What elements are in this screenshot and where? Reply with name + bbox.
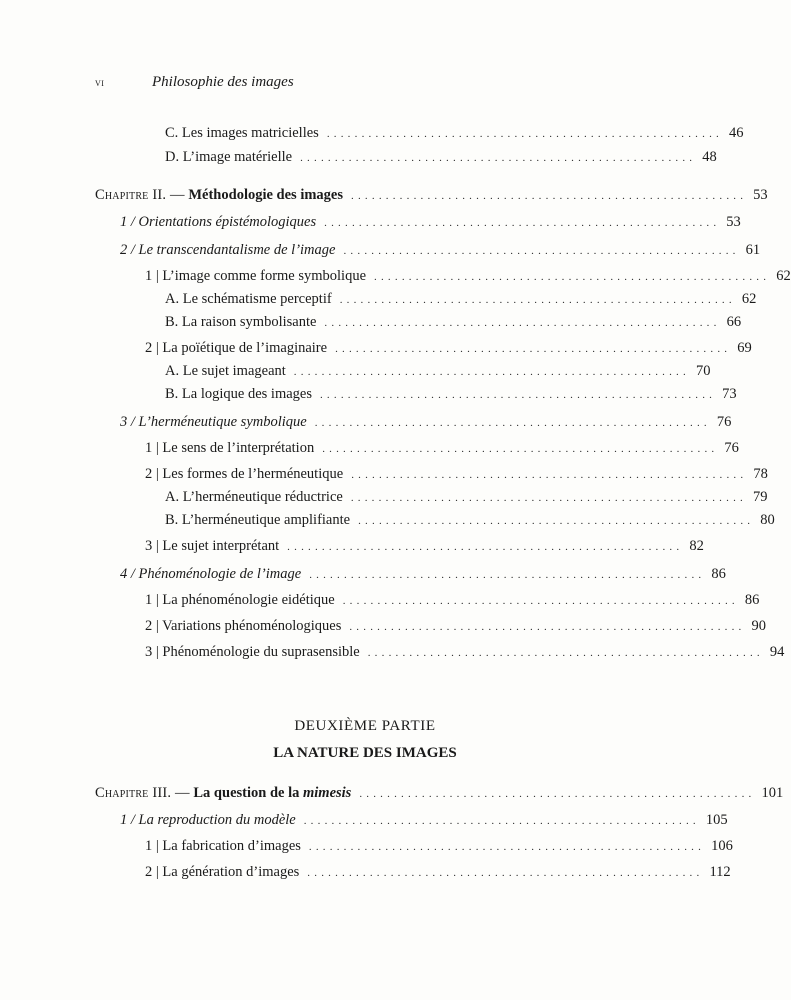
toc-entry — [165, 384, 737, 404]
toc-entry — [165, 487, 768, 507]
toc-entry-label: A. Le schématisme perceptif — [165, 291, 332, 307]
toc-leader: ......................................................... — [358, 515, 755, 527]
toc-section-entry — [120, 240, 761, 260]
toc-leader: ......................................................... — [343, 245, 740, 257]
toc-entry-page: 46 — [728, 125, 744, 141]
toc-entry-page: 62 — [776, 268, 791, 284]
chapter-title: La question de la — [193, 785, 300, 801]
toc-entry-label: A. Le sujet imageant — [165, 363, 286, 379]
toc-entry-page: 78 — [753, 466, 768, 482]
toc-leader: ......................................................... — [367, 647, 764, 659]
toc-entry-label: 1 / Orientations épistémologiques — [120, 214, 317, 230]
toc-leader: ......................................................... — [308, 841, 706, 853]
toc-section-entry — [120, 212, 741, 232]
toc-entry-label: 3 | Phénoménologie du suprasensible — [145, 644, 360, 660]
toc-entry-page: 66 — [726, 314, 742, 330]
toc-entry — [145, 616, 767, 636]
toc-entry — [145, 836, 733, 856]
toc-entry-page: 86 — [744, 592, 760, 608]
toc-entry — [165, 312, 742, 332]
toc-entry-page: 80 — [760, 512, 775, 528]
page-folio: vi — [95, 77, 105, 89]
toc-entry-label: B. L’herméneutique amplifiante — [165, 512, 351, 528]
toc-leader: ......................................................... — [374, 271, 771, 283]
toc-entry-page: 62 — [741, 291, 757, 307]
part-title: LA NATURE DES IMAGES — [273, 745, 457, 761]
toc-entry-page: 79 — [752, 489, 768, 505]
toc-entry-label: 2 | Variations phénoménologiques — [145, 618, 342, 634]
chapter-entry — [95, 185, 768, 205]
running-title: Philosophie des images — [152, 74, 294, 90]
toc-entry — [145, 536, 704, 556]
toc-entry-page: 48 — [702, 149, 717, 165]
toc-entry-label: 1 | La phénoménologie eidétique — [145, 592, 335, 608]
toc-entry-page: 70 — [695, 363, 711, 379]
chapter-label: Chapitre III. — — [95, 785, 190, 801]
toc-leader: ......................................................... — [303, 815, 700, 827]
toc-entry — [145, 266, 791, 286]
toc-entry-label: B. La raison symbolisante — [165, 314, 317, 330]
toc-entry-label: 4 / Phénoménologie de l’image — [120, 566, 302, 582]
toc-leader: ......................................................... — [349, 621, 746, 633]
toc-leader: ......................................................... — [300, 152, 697, 164]
toc-entry-label: A. L’herméneutique réductrice — [165, 489, 343, 505]
toc-leader: ......................................................... — [322, 443, 719, 455]
toc-section-entry — [120, 810, 728, 830]
chapter-label: Chapitre II. — — [95, 187, 185, 203]
toc-section-entry — [120, 564, 726, 584]
toc-leader: ......................................................... — [342, 595, 739, 607]
toc-entry-page: 112 — [709, 864, 731, 880]
chapter-entry — [95, 783, 784, 803]
toc-leader: ......................................................... — [359, 788, 756, 800]
toc-leader: ......................................................... — [339, 294, 736, 306]
toc-entry-label: 2 | Les formes de l’herméneutique — [145, 466, 344, 482]
toc-entry-page: 76 — [716, 414, 732, 430]
toc-entry — [165, 123, 744, 143]
toc-leader: ......................................................... — [335, 343, 732, 355]
toc-entry — [145, 590, 760, 610]
toc-entry — [165, 510, 775, 530]
toc-entry — [165, 147, 717, 167]
toc-leader: ......................................................... — [293, 366, 690, 378]
toc-leader: ......................................................... — [350, 492, 747, 504]
toc-entry — [165, 289, 757, 309]
toc-entry-page: 82 — [689, 538, 704, 554]
part-number: DEUXIÈME PARTIE — [294, 718, 436, 734]
toc-leader: ......................................................... — [324, 317, 721, 329]
toc-entry-page: 53 — [753, 187, 768, 203]
toc-section-entry — [120, 412, 732, 432]
toc-leader: ......................................................... — [307, 867, 704, 879]
toc-entry-page: 53 — [726, 214, 741, 230]
toc-entry — [145, 438, 739, 458]
toc-leader: ......................................................... — [319, 389, 717, 401]
toc-entry — [145, 338, 752, 358]
toc-entry-label: 1 | L’image comme forme symbolique — [145, 268, 367, 284]
toc-entry — [145, 862, 731, 882]
toc-entry — [145, 464, 768, 484]
toc-entry-label: 1 | Le sens de l’interprétation — [145, 440, 315, 456]
toc-entry-label: 3 / L’herméneutique symbolique — [120, 414, 307, 430]
toc-entry-label: 2 / Le transcendantalisme de l’image — [120, 242, 336, 258]
toc-entry — [165, 361, 711, 381]
toc-entry — [145, 642, 785, 662]
toc-entry-page: 73 — [722, 386, 737, 402]
toc-entry-page: 61 — [745, 242, 761, 258]
toc-leader: ......................................................... — [351, 469, 748, 481]
toc-leader: ......................................................... — [324, 217, 721, 229]
toc-entry-page: 94 — [769, 644, 785, 660]
toc-leader: ......................................................... — [287, 541, 684, 553]
toc-entry-page: 76 — [724, 440, 739, 456]
chapter-title-italic: mimesis — [302, 785, 352, 801]
toc-entry-label: 2 | La poïétique de l’imaginaire — [145, 340, 328, 356]
chapter-title: Méthodologie des images — [188, 187, 344, 203]
toc-entry-page: 90 — [751, 618, 767, 634]
toc-leader: ......................................................... — [314, 417, 711, 429]
toc-entry-page: 101 — [761, 785, 784, 801]
toc-entry-label: D. L’image matérielle — [165, 149, 293, 165]
toc-entry-label: 1 | La fabrication d’images — [145, 838, 301, 854]
toc-entry-page: 86 — [711, 566, 726, 582]
toc-leader: ......................................................... — [351, 190, 748, 202]
toc-entry-page: 105 — [705, 812, 728, 828]
toc-leader: ......................................................... — [326, 128, 723, 140]
running-head — [95, 74, 294, 91]
toc-entry-label: 3 | Le sujet interprétant — [145, 538, 280, 554]
toc-entry-label: 2 | La génération d’images — [145, 864, 300, 880]
toc-entry-label: C. Les images matricielles — [165, 125, 319, 141]
toc-entry-label: B. La logique des images — [165, 386, 312, 402]
toc-leader: ......................................................... — [309, 569, 706, 581]
toc-entry-page: 69 — [737, 340, 752, 356]
toc-entry-page: 106 — [711, 838, 733, 854]
toc-entry-label: 1 / La reproduction du modèle — [120, 812, 296, 828]
